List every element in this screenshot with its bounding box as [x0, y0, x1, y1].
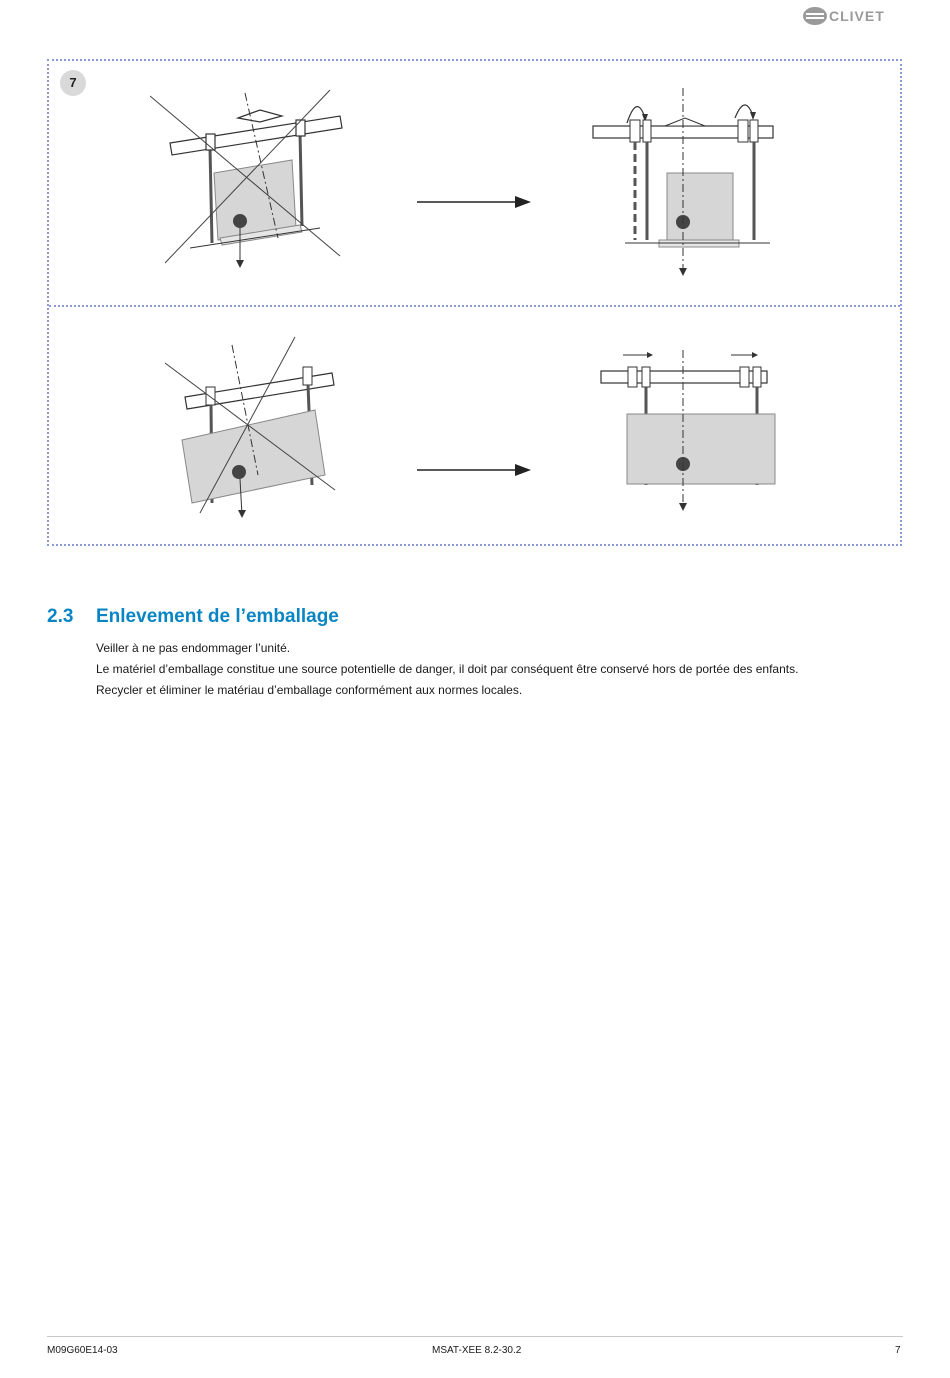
arrow-right-icon — [647, 352, 653, 358]
logo-text: CLIVET — [829, 8, 885, 24]
section-body — [96, 638, 798, 701]
paragraph: Recycler et éliminer le matériau d’emballage conformément aux normes locales. — [96, 683, 523, 697]
center-of-gravity-dot — [233, 214, 247, 228]
paragraph: Le matériel d’emballage constitue une source potentielle de danger, il doit par conséquent être conservé hors de portée des enfants. — [96, 662, 799, 676]
section-title: Enlevement de l’emballage — [96, 606, 339, 627]
footer-rule — [47, 1336, 903, 1337]
footer-page-number: 7 — [895, 1345, 901, 1356]
lifting-diagram-wrong-top — [150, 88, 350, 268]
figure-divider — [49, 305, 900, 307]
footer-model: MSAT-XEE 8.2-30.2 — [432, 1345, 522, 1356]
center-of-gravity-dot — [232, 465, 246, 479]
paragraph: Veiller à ne pas endommager l’unité. — [96, 641, 291, 655]
section-heading — [47, 606, 339, 628]
footer-doc-code: M09G60E14-03 — [47, 1345, 118, 1356]
lifting-diagram-correct-top — [585, 88, 785, 278]
arrow-right-icon — [415, 193, 535, 211]
section-number: 2.3 — [47, 606, 74, 627]
arrow-right-icon — [415, 461, 535, 479]
arrow-right-icon — [752, 352, 758, 358]
figure-number-badge: 7 — [60, 70, 86, 96]
lifting-diagram-wrong-bottom — [160, 335, 340, 525]
lifting-diagram-correct-bottom — [595, 345, 785, 515]
clivet-logo — [800, 2, 910, 30]
rotate-arrow-icon — [735, 105, 753, 118]
